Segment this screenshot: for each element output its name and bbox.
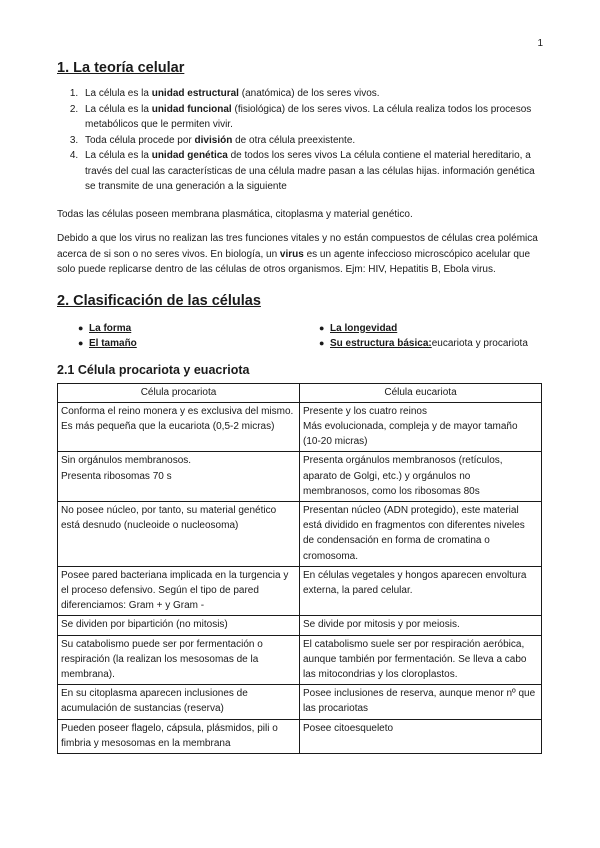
table-body (58, 402, 542, 753)
cell-prokaryote: No posee núcleo, por tanto, su material genético está desnudo (nucleoide o nucleosoma) (58, 501, 300, 566)
cell-prokaryote: Posee pared bacteriana implicada en la turgencia y el proceso defensivo. Según el tipo de pared diferenciamos: Gram + y Gram - (58, 566, 300, 616)
cell-prokaryote: Se dividen por bipartición (no mitosis) (58, 616, 300, 635)
table-row (58, 635, 542, 685)
virus-bold-term: virus (279, 248, 304, 260)
cell-eukaryote: Se divide por mitosis y por meiosis. (300, 616, 542, 635)
bullet-item (57, 336, 298, 352)
cell-theory-list (57, 86, 539, 195)
virus-text-post: es un agente infeccioso microscópico acelular que solo puede replicarse dentro de las células de otros organismos. Ejm: HIV, Hepatitis B, Ebola virus. (57, 248, 531, 275)
comparison-table (57, 383, 542, 754)
theory-text-pre: La célula es la (85, 150, 152, 161)
theory-item (81, 102, 539, 133)
cell-prokaryote: Sin orgánulos membranosos. Presenta ribosomas 70 s (58, 452, 300, 502)
theory-text-post: (anatómica) de los seres vivos. (238, 88, 380, 99)
theory-text-pre: La célula es la (85, 103, 152, 115)
paragraph-virus (57, 231, 539, 278)
theory-bold-term: unidad estructural (151, 88, 239, 99)
cell-prokaryote: Pueden poseer flagelo, cápsula, plásmidos, pili o fimbria y mesosomas en la membrana (58, 719, 300, 753)
bullet-icon: ● (319, 322, 325, 333)
theory-item (81, 133, 539, 149)
bullet-suffix: eucariota y procariota (431, 338, 528, 349)
theory-text-pre: La célula es la (85, 88, 152, 99)
bullet-icon: ● (319, 338, 325, 348)
paragraph-cell-components: Todas las células poseen membrana plasmática, citoplasma y material genético. (57, 208, 413, 220)
bullet-label: El tamaño (89, 338, 137, 349)
bullet-label: La longevidad (330, 322, 398, 334)
theory-text-post: de otra célula preexistente. (232, 134, 356, 146)
bullet-label: La forma (89, 322, 132, 334)
cell-eukaryote: Posee citoesqueleto (300, 719, 542, 753)
cell-eukaryote: Presente y los cuatro reinos Más evolucionada, compleja y de mayor tamaño (10-20 micras) (300, 402, 542, 452)
document-body (57, 58, 539, 754)
bullets-left-column (57, 321, 298, 352)
header-prokaryote: Célula procariota (58, 383, 300, 402)
table-header-row (58, 383, 542, 402)
cell-eukaryote: El catabolismo suele ser por respiración aeróbica, aunque también por fermentación. Se lleva a cabo las mitocondrias y los cloroplastos. (300, 635, 542, 685)
bullet-item (57, 321, 298, 337)
table-row (58, 566, 542, 616)
bullet-item (298, 336, 539, 352)
bullets-right-column (298, 321, 539, 352)
table-row (58, 452, 542, 502)
cell-eukaryote: En células vegetales y hongos aparecen envoltura externa, la pared celular. (300, 566, 542, 616)
theory-item (81, 86, 539, 102)
table-row (58, 719, 542, 753)
section-2-title: 2. Clasificación de las células (57, 292, 261, 309)
classification-bullets (57, 321, 539, 352)
theory-bold-term: división (194, 134, 233, 146)
section-1-title: 1. La teoría celular (57, 60, 185, 76)
bullet-label: Su estructura básica: (330, 338, 432, 349)
cell-prokaryote: En su citoplasma aparecen inclusiones de acumulación de sustancias (reserva) (58, 685, 300, 719)
bullet-icon: ● (78, 338, 84, 348)
cell-prokaryote: Conforma el reino monera y es exclusiva del mismo. Es más pequeña que la eucariota (0,5-2 micras) (58, 402, 300, 452)
theory-bold-term: unidad genética (151, 150, 228, 161)
theory-bold-term: unidad funcional (151, 103, 232, 115)
table-row (58, 616, 542, 635)
subsection-title: 2.1 Célula procariota y euacriota (57, 362, 250, 377)
table-row (58, 402, 542, 452)
virus-text-pre: Debido a que los virus no realizan las tres funciones vitales y no están compuestos de células crea polémica acerca de si son o no seres vivos. En biología, un (57, 233, 538, 260)
table-row (58, 685, 542, 719)
page-number: 1 (537, 38, 543, 49)
table-row (58, 501, 542, 566)
theory-item (81, 148, 539, 195)
theory-text-pre: Toda célula procede por (85, 134, 195, 146)
cell-eukaryote: Presentan núcleo (ADN protegido), este material está dividido en fragmentos con diferentes niveles de condensación en forma de cromatina o cromosoma. (300, 501, 542, 566)
header-eukaryote: Célula eucariota (300, 383, 542, 402)
bullet-icon: ● (78, 322, 84, 333)
cell-eukaryote: Posee inclusiones de reserva, aunque menor nº que las procariotas (300, 685, 542, 719)
cell-prokaryote: Su catabolismo puede ser por fermentación o respiración (la realizan los mesosomas de la membrana). (58, 635, 300, 685)
bullet-item (298, 321, 539, 337)
cell-eukaryote: Presenta orgánulos membranosos (retículos, aparato de Golgi, etc.) y orgánulos no membranosos, como los ribosomas 80s (300, 452, 542, 502)
theory-text-post: (fisiológica) de los seres vivos. La célula realiza todos los procesos metabólicos que le permiten vivir. (85, 103, 532, 130)
theory-text-post: de todos los seres vivos La célula contiene el material hereditario, a través del cual las características de una célula madre pasan a las células hijas. información genética se transmite de una generación a la siguiente (85, 150, 535, 192)
